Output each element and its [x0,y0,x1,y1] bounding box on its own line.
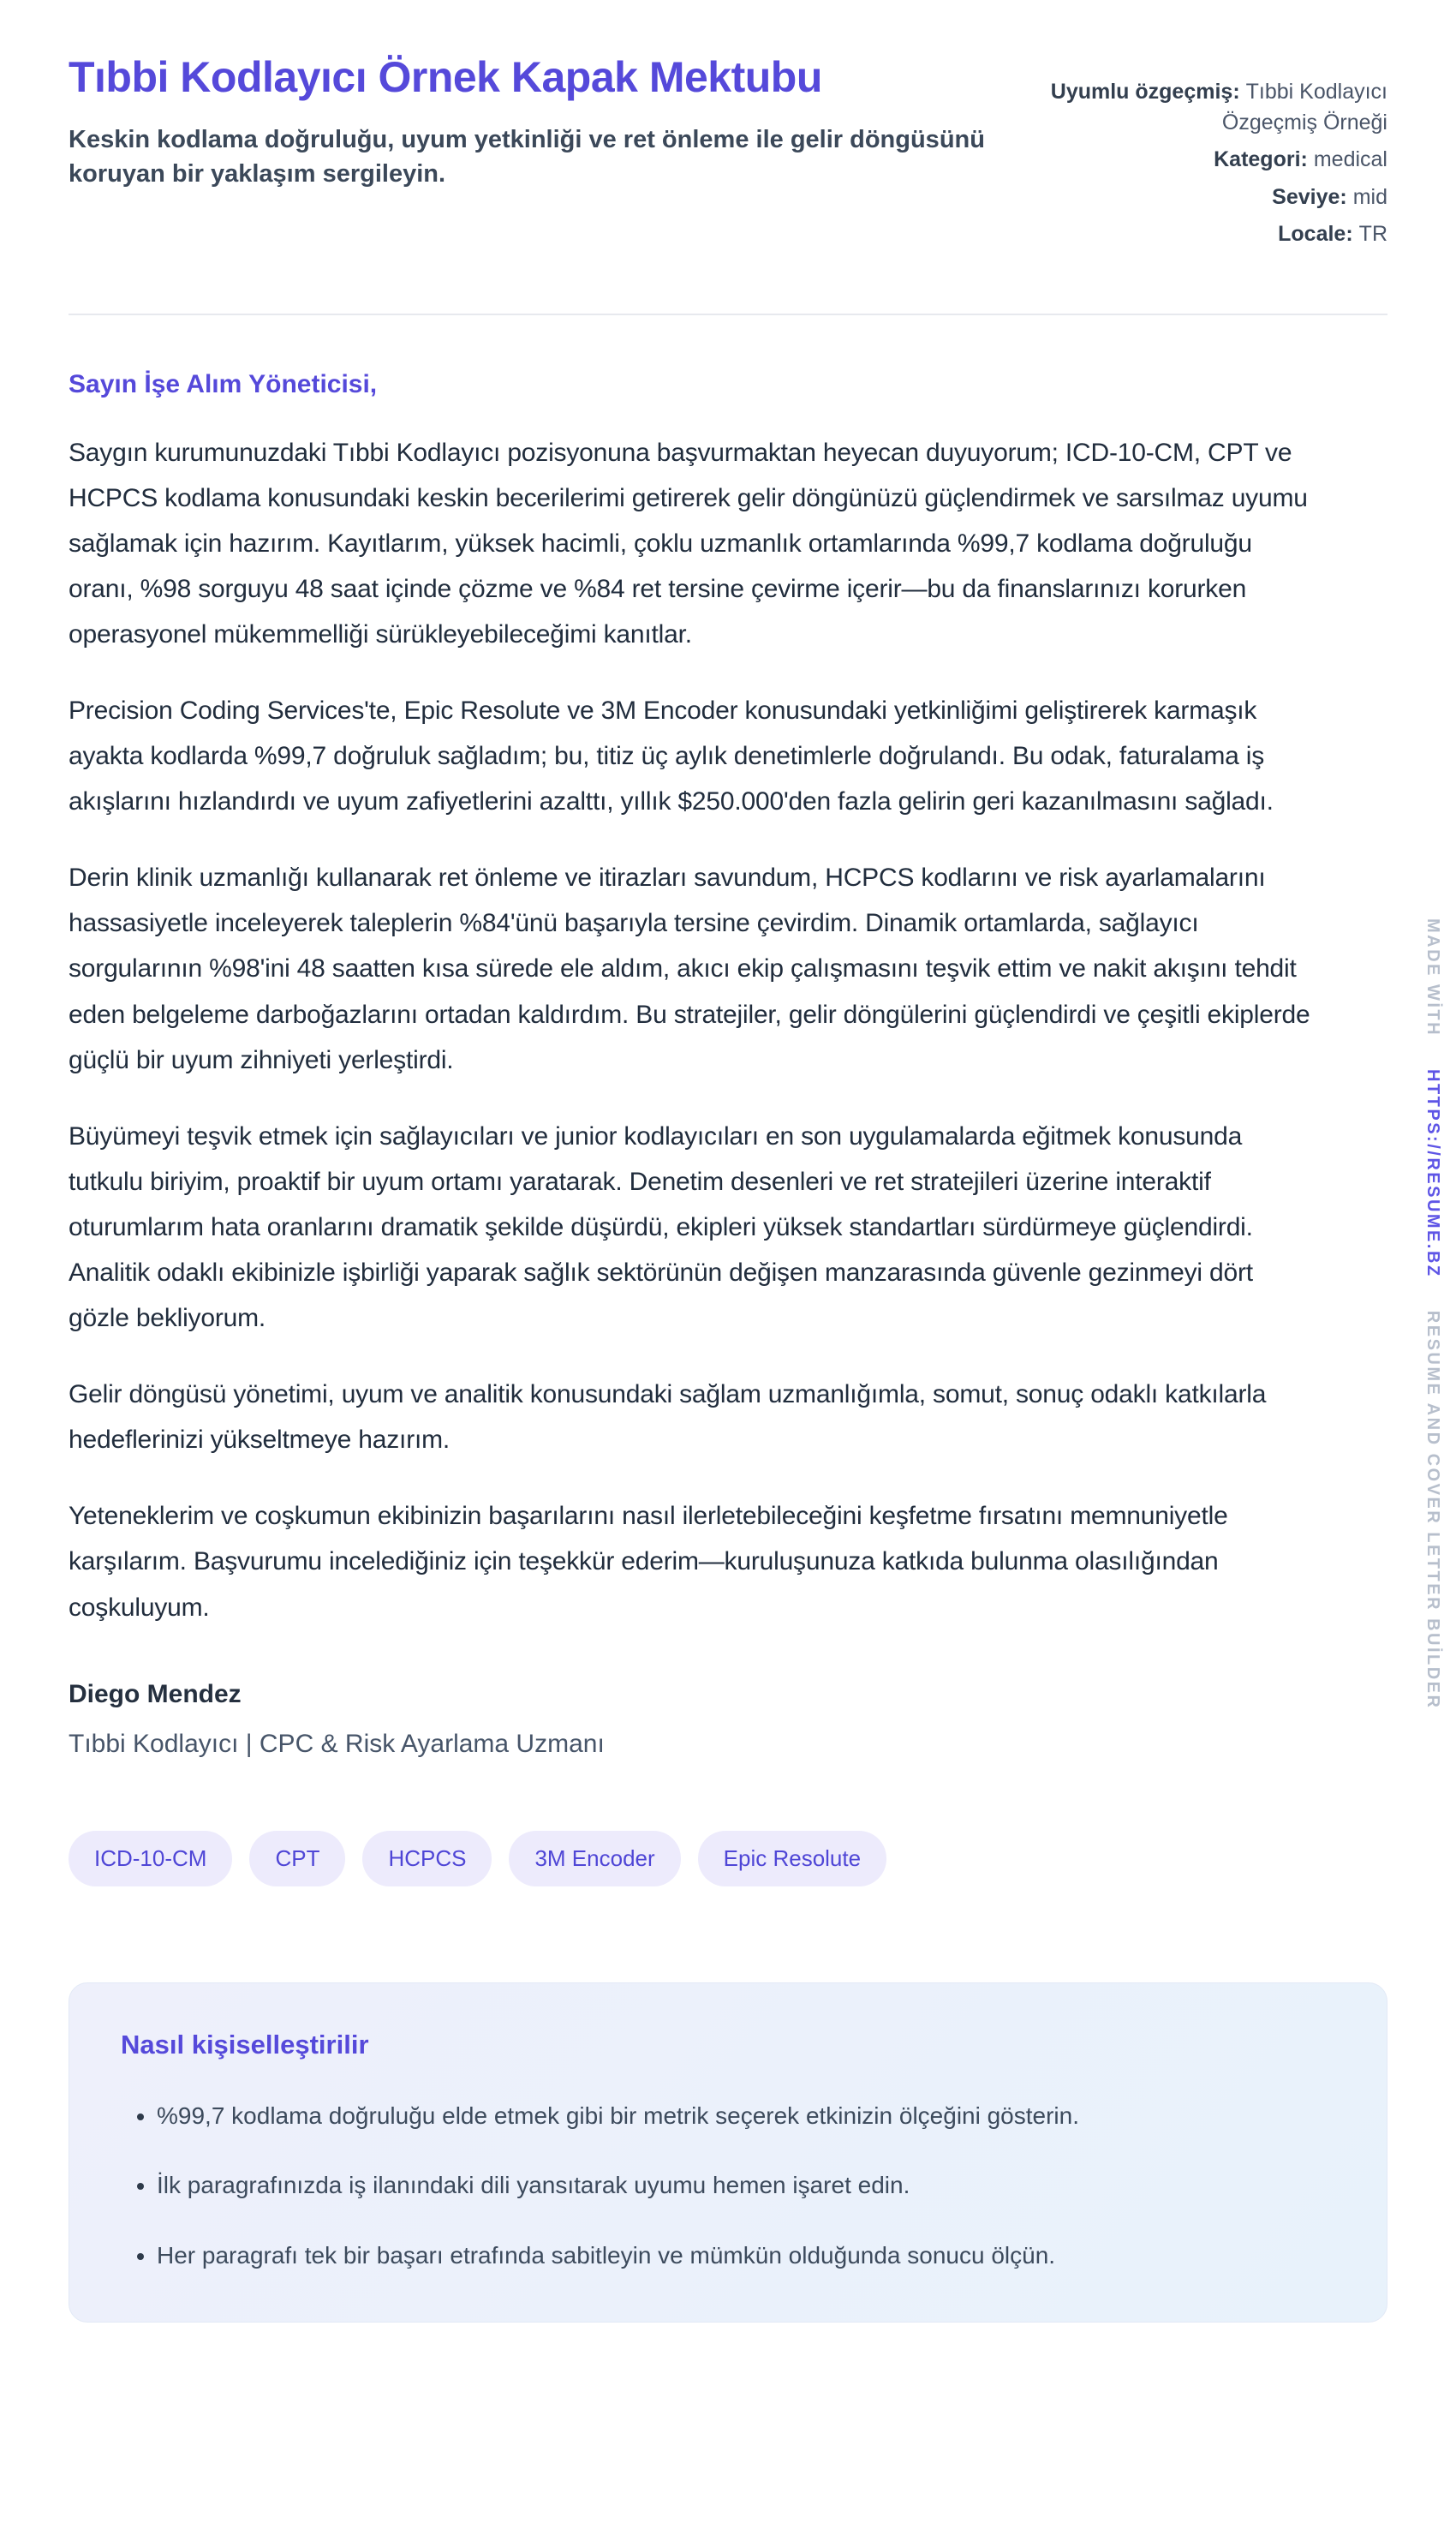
header [69,50,1387,257]
skill-tag: ICD-10-CM [69,1831,232,1886]
meta-value: Tıbbi Kodlayıcı Özgeçmiş Örneği [1221,80,1387,135]
skill-tag: CPT [249,1831,345,1886]
letter-paragraph: Yeteneklerim ve coşkumun ekibinizin başarılarını nasıl ilerletebileceğini keşfetme fırsatını memnuniyetle karşılarım. Başvurumu incelediğiniz için teşekkür ederim—kuruluşunuza katkıda bulunma olasılığından coşkuluyum. [69,1502,1228,1622]
skill-tags [69,1831,1387,1886]
letter-paragraph: Derin klinik uzmanlığı kullanarak ret önleme ve itirazları savundum, HCPCS kodlarını ve risk ayarlamalarını hassasiyetle inceleyerek taleplerin %84'ünü başarıyla tersine çevirdim. Dinamik ortamlarda, sağlayıcı sorgularının %98'ini 48 saatten kısa sürede ele aldım, akıcı ekip çalışmasını teşvik ettim ve nakit akışını tehdit eden belgeleme darboğazlarını ortadan kaldırdım. Bu stratejiler, gelir döngülerini güçlendirdi ve çeşitli ekiplerde güçlü bir uyum zihniyeti yerleştirdi. [69,864,1310,1074]
header-left [69,50,994,191]
page-title: Tıbbi Kodlayıcı Örnek Kapak Mektubu [69,53,822,101]
meta-row-category [1011,145,1387,176]
watermark [1423,918,1442,1709]
skill-tag: Epic Resolute [698,1831,886,1886]
watermark-suffix: RESUME AND COVER LETTER BUİLDER [1423,1310,1442,1710]
meta-label: Uyumlu özgeçmiş: [1050,80,1240,104]
cover-letter-body [69,370,1387,1759]
signature-name: Diego Mendez [69,1679,242,1708]
skill-tag: 3M Encoder [509,1831,680,1886]
letter-paragraph: Büyümeyi teşvik etmek için sağlayıcıları ve junior kodlayıcıları en son uygulamalarda eğitmek konusunda tutkulu biriyim, proaktif bir uyum ortamı yaratarak. Denetim desenleri ve ret stratejileri üzerine interaktif oturumlarım hata oranlarını dramatik şekilde düşürdü, ekipleri yüksek standartları sürdürmeye güçlendirdi. Analitik odaklı ekibinizle işbirliği yaparak sağlık sektörünün değişen manzarasında güvenle gezinmeyi dört gözle bekliyorum. [69,1121,1253,1333]
meta-value: TR [1358,222,1387,246]
tip-item: • Her paragrafı tek bir başarı etrafında sabitleyin ve mümkün olduğunda sonucu ölçün. [157,2239,1335,2272]
signature-role: Tıbbi Kodlayıcı | CPC & Risk Ayarlama Uzmanı [69,1729,605,1758]
skill-tag: HCPCS [362,1831,492,1886]
page-subtitle: Keskin kodlama doğruluğu, uyum yetkinliği ve ret önleme ile gelir döngüsünü koruyan bir yaklaşım sergileyin. [69,126,985,188]
meta-row-locale [1011,219,1387,250]
watermark-link[interactable]: HTTPS://RESUME.BZ [1423,1069,1442,1278]
letter-paragraph: Gelir döngüsü yönetimi, uyum ve analitik konusundaki sağlam uzmanlığımla, somut, sonuç odaklı katkılarla hedeflerinizi yükseltmeye hazırım. [69,1380,1267,1455]
watermark-prefix: MADE WİTH [1423,918,1442,1037]
meta-label: Locale: [1278,222,1353,246]
tips-title: Nasıl kişiselleştirilir [121,2029,369,2060]
personalization-tips-card [69,1982,1387,2323]
tip-item: • İlk paragrafınızda iş ilanındaki dili yansıtarak uyumu hemen işaret edin. [157,2169,1335,2202]
meta-row-matching-resume [1011,77,1387,138]
letter-paragraph: Precision Coding Services'te, Epic Resolute ve 3M Encoder konusundaki yetkinliğimi geliştirerek karmaşık ayakta kodlarda %99,7 doğruluk sağladım; bu, titiz üç aylık denetimlerle doğrulandı. Bu odak, faturalama iş akışlarını hızlandırdı ve uyum zafiyetlerini azalttı, yıllık $250.000'den fazla gelirin geri kazanılmasını sağladı. [69,696,1274,816]
letter-greeting: Sayın İşe Alım Yöneticisi, [69,369,378,398]
letter-paragraph: Saygın kurumunuzdaki Tıbbi Kodlayıcı pozisyonuna başvurmaktan heyecan duyuyorum; ICD-10-CM, CPT ve HCPCS kodlama konusundaki keskin becerilerimi getirerek gelir döngünüzü güçlendirmek ve sarsılmaz uyumu sağlamak için hazırım. Kayıtlarım, yüksek hacimli, çoklu uzmanlık ortamlarında %99,7 kodlama doğruluğu oranı, %98 sorguyu 48 saat içinde çözme ve %84 ret tersine çevirme içerir—bu da finanslarınızı korurken operasyonel mükemmelliği sürükleyebileceğimi kanıtlar. [69,438,1308,649]
meta-label: Kategori: [1214,147,1308,171]
tip-item: • %99,7 kodlama doğruluğu elde etmek gibi bir metrik seçerek etkinizin ölçeğini gösterin. [157,2100,1335,2132]
meta-value: mid [1352,184,1387,209]
meta-value: medical [1313,147,1387,171]
tips-list [121,2100,1335,2272]
meta-panel [1011,50,1387,257]
meta-row-level [1011,182,1387,213]
meta-label: Seviye: [1272,184,1347,209]
header-divider [69,314,1387,315]
